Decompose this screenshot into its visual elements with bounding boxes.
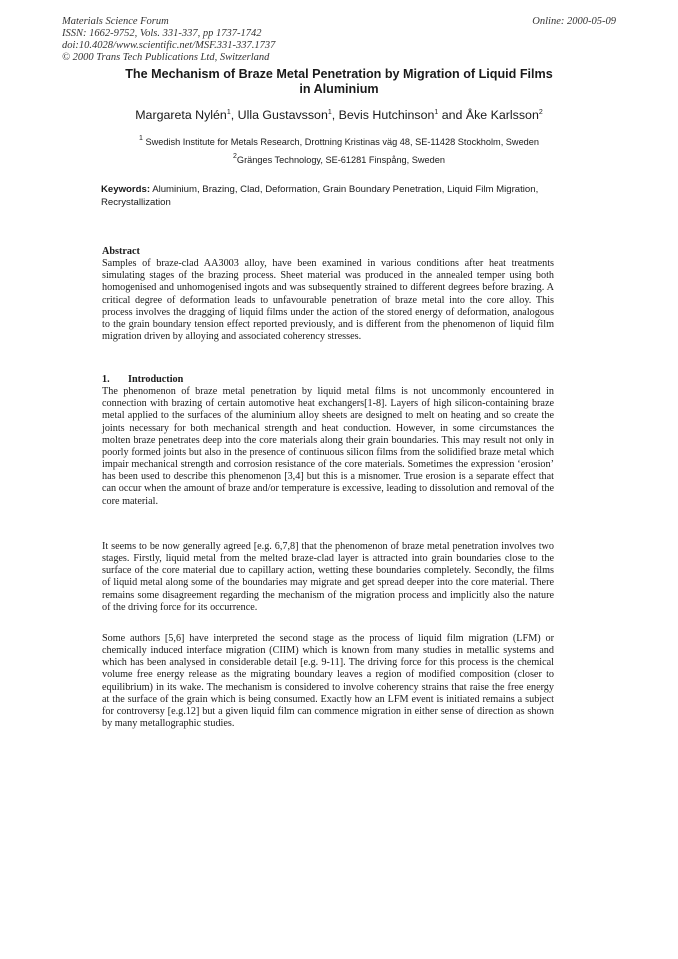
- affiliation-1: [60, 133, 618, 148]
- journal-name: Materials Science Forum: [62, 16, 169, 27]
- keywords-text: Aluminium, Brazing, Clad, Deformation, Grain Boundary Penetration, Liquid Film Migration, Recrystallization: [101, 184, 539, 208]
- author-name: Margareta Nylén: [135, 108, 227, 122]
- publication-metadata: [62, 16, 275, 64]
- keywords: [101, 183, 561, 209]
- doi-line: doi:10.4028/www.scientific.net/MSF.331-337.1737: [62, 40, 276, 51]
- issn-line: ISSN: 1662-9752, Vols. 331-337, pp 1737-1742: [62, 28, 262, 39]
- author-affiliation-mark: 1: [434, 109, 439, 116]
- author-name: Ulla Gustavsson: [237, 108, 328, 122]
- affiliation-text: Gränges Technology, SE-61281 Finspång, Sweden: [236, 155, 445, 165]
- author-name: Åke Karlsson: [465, 108, 539, 122]
- title-line-1: The Mechanism of Braze Metal Penetration by Migration of Liquid Films: [125, 67, 553, 81]
- paragraph: Some authors [5,6] have interpreted the second stage as the process of liquid film migration (LFM) or chemically induced interface migration (CIIM) which is known from many studies in metallic systems and which has been analysed in considerable detail [e.g. 9-11]. The driving force for this process is the chemical volume free energy release as the migrating boundary leaves a region of modified composition (closer to equilibrium) in its wake. The mechanism is considered to involve coherency strains that raise the free energy at the surface of the grain which is being consumed. Exactly how an LFM event is initiated remains a subject for controversy [e.g.12] but a given liquid film can commence migration in either sense of direction as shown by many metallographic studies.: [102, 633, 554, 730]
- title-line-2: in Aluminium: [299, 82, 379, 96]
- copyright-line: © 2000 Trans Tech Publications Ltd, Switzerland: [62, 52, 270, 63]
- section-number: 1.: [102, 374, 110, 385]
- introduction-heading: [102, 374, 554, 386]
- author-name: Bevis Hutchinson: [338, 108, 435, 122]
- author-affiliation-mark: 1: [226, 109, 231, 116]
- section-title: Introduction: [128, 374, 184, 385]
- abstract-text: Samples of braze-clad AA3003 alloy, have been examined in various conditions after heat treatments simulating stages of the brazing process. Sheet material was produced in the annealed temper using both homogenised and unhomogenised ingots and was subsequently strained to different degrees before brazing. A critical degree of deformation leads to unfavourable penetration of braze metal into the core alloy. This process involves the dragging of liquid films under the action of the stored energy of deformation, analogous to the grain boundary tension effect reported previously, and is different from the phenomenon of liquid film migration driven by alloying and associated coherency stresses.: [102, 258, 554, 343]
- author-list: Margareta Nylén$^1$, Ulla Gustavsson$^1$, Bevis Hutchinson$^1$ and Åke Karlsson$^2$: [135, 108, 543, 122]
- affiliation-2: [60, 151, 618, 166]
- author-affiliation-mark: 1: [327, 109, 332, 116]
- paragraph: The phenomenon of braze metal penetration by liquid metal films is not uncommonly encountered in connection with brazing of certain automotive heat exchangers[1-8]. Layers of high silicon-containing braze metal applied to the surfaces of the aluminium alloy sheets are designed to melt on heating and so create the joints necessary for both mechanical strength and heat conduction. However, in some circumstances the molten braze penetrates deep into the core materials along their grain boundaries. This may result not only in poorly formed joints but also in the presence of continuous silicon films from the solidified braze metal which impair mechanical strength and corrosion resistance of the core materials. Sometimes the expression ‘erosion’ has been used to describe this phenomenon [3,4] but this is a misnomer. True erosion is a separate effect that can occur when the amount of braze and/or temperature is excessive, leading to dissolution and removal of the core material.: [102, 386, 554, 507]
- affiliation-text: Swedish Institute for Metals Research, Drottning Kristinas väg 48, SE-11428 Stockholm, Sweden: [145, 137, 540, 147]
- abstract-section: [102, 246, 554, 343]
- affiliation-mark: 1: [138, 135, 143, 142]
- paragraph: It seems to be now generally agreed [e.g. 6,7,8] that the phenomenon of braze metal penetration involves two stages. Firstly, liquid metal from the melted braze-clad layer is attracted into grain boundaries close to the surface of the core material due to capillary action, wetting these boundaries completely. Secondly, the films of liquid metal along some of the boundaries may migrate and get spread deeper into the core material. There remains some disagreement regarding the mechanism of the migration process and implicitly also the nature of the driving force for its occurrence.: [102, 541, 554, 613]
- online-date: Online: 2000-05-09: [532, 16, 616, 27]
- author-affiliation-mark: 2: [538, 109, 543, 116]
- abstract-heading: Abstract: [102, 246, 140, 257]
- paper-title: [90, 67, 588, 97]
- introduction-section: [102, 374, 554, 508]
- affiliation-mark: 2: [233, 153, 237, 160]
- keywords-label: Keywords:: [101, 184, 151, 195]
